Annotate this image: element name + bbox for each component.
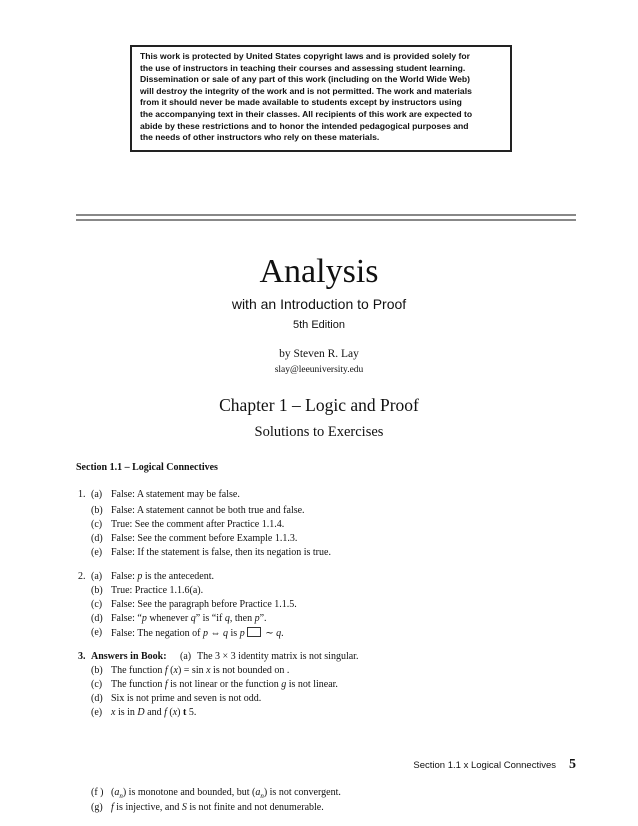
notice-line: the accompanying text in their classes. All recipients of this work are expected to (140, 108, 473, 119)
math-var: f (111, 802, 114, 813)
notice-line: will destroy the integrity of the work and is not permitted. The work and materials (140, 85, 472, 96)
item-text: Six is not prime and seven is not odd. (111, 693, 262, 704)
item-text: True: See the comment after Practice 1.1.4. (111, 519, 285, 530)
item-label: (b) (91, 665, 103, 676)
item-text (111, 665, 289, 677)
running-footer: Section 1.1 x Logical Connectives (413, 760, 556, 771)
text-run: ) is monotone and bounded, but ( (122, 787, 256, 798)
item-text: False: See the comment before Example 1.1.3. (111, 533, 298, 544)
text-run: The function (111, 679, 165, 690)
item-text (111, 571, 214, 583)
text-run: . (281, 628, 284, 639)
item-text: False: A statement may be false. (111, 489, 240, 500)
item-label: (a) (91, 489, 103, 500)
text-run: False: The negation of (111, 628, 204, 639)
author-email: slay@leeuniversity.edu (274, 365, 364, 375)
item-label: (e) (91, 627, 103, 638)
math-var: a (255, 787, 261, 798)
copyright-notice (130, 45, 512, 152)
book-author: by Steven R. Lay (279, 348, 359, 360)
text-run: ) (177, 707, 184, 718)
divider-rule (76, 219, 576, 221)
notice-line: This work is protected by United States copyright laws and is provided solely for (140, 51, 470, 61)
book-edition: 5th Edition (293, 319, 345, 331)
math-var: f (164, 679, 168, 690)
text-run: is the antecedent. (142, 571, 215, 582)
item-text: False: See the paragraph before Practice 1.1.5. (111, 599, 297, 610)
divider-rule (76, 214, 576, 216)
item-label: (d) (91, 613, 103, 624)
section-heading: Section 1.1 – Logical Connectives (76, 462, 218, 473)
item-label: (f ) (91, 787, 104, 798)
item-label: (e) (91, 547, 103, 558)
math-var: x (172, 707, 178, 718)
math-var: a (114, 787, 120, 798)
chapter-heading: Chapter 1 – Logic and Proof (219, 395, 419, 415)
text-run: is not finite and not denumerable. (186, 802, 324, 813)
item-text (111, 707, 196, 719)
text-run: is not linear or the function (167, 679, 282, 690)
math-var: p (254, 613, 260, 624)
math-var: x (173, 665, 178, 676)
item-text (111, 613, 267, 625)
item-text (111, 627, 284, 640)
item-label: (c) (91, 679, 103, 690)
text-run: is not bounded on . (210, 665, 290, 676)
text-run: is in (115, 707, 138, 718)
item-text: True: Practice 1.1.6(a). (111, 585, 204, 596)
notice-line: the use of instructors in teaching their courses and assessing student learning. (140, 62, 466, 73)
text-run: , then (229, 613, 255, 624)
item-label: (d) (91, 693, 103, 704)
math-var: g (281, 679, 287, 690)
item-label: (c) (91, 519, 103, 530)
notice-line: from it should never be made available to students except by instructors using (140, 97, 462, 108)
item-text (111, 787, 341, 802)
text-run: ( (111, 787, 115, 798)
math-var: x (206, 665, 211, 676)
math-subscript: n (119, 792, 123, 800)
text-run: whenever (146, 613, 191, 624)
item-label: (d) (91, 533, 103, 544)
missing-glyph-box-icon (247, 627, 261, 637)
math-var: p (203, 628, 209, 639)
exercise-number: 1. (78, 489, 86, 500)
text-run: ( (167, 665, 174, 676)
biconditional-symbol: ⇔ (210, 628, 221, 639)
math-var: f (164, 707, 167, 718)
math-var: D (137, 707, 145, 718)
math-var: S (181, 802, 187, 813)
text-run: ∼ (262, 628, 277, 639)
text-run: ” is “if (195, 613, 225, 624)
math-var: f (164, 665, 168, 676)
item-label: (a) (91, 571, 103, 582)
text-run: The function (111, 665, 165, 676)
math-var: q (224, 613, 230, 624)
item-label: (b) (91, 585, 103, 596)
math-var: x (111, 707, 116, 718)
text-run: False: “ (111, 613, 142, 624)
notice-line: abide by these restrictions and to honor the intended pedagogical purposes and (140, 120, 469, 131)
page-number: 5 (569, 757, 576, 772)
text-run: False: (111, 571, 138, 582)
notice-line: Dissemination or sale of any part of this work (including on the World Wide Web) (140, 74, 471, 85)
item-text (111, 679, 338, 691)
item-label: (g) (91, 802, 103, 813)
math-var: p (137, 571, 143, 582)
text-run: ) is not convergent. (263, 787, 341, 798)
text-run: is injective, and (113, 802, 182, 813)
item-text: False: A statement cannot be both true and false. (111, 505, 305, 516)
math-var: p (239, 628, 245, 639)
item-text: False: If the statement is false, then its negation is true. (111, 547, 331, 558)
chapter-subheading: Solutions to Exercises (254, 424, 384, 440)
item-label: (a) (180, 651, 192, 662)
answers-label: Answers in Book: (91, 651, 167, 662)
text-run: is (228, 628, 240, 639)
text-run: ) = sin (177, 665, 207, 676)
exercise-number: 3. (78, 651, 86, 662)
item-label: (b) (91, 505, 103, 516)
math-var: q (190, 613, 196, 624)
item-text: The 3 × 3 identity matrix is not singular. (197, 651, 359, 662)
math-subscript: n (260, 792, 264, 800)
text-run: ”. (259, 613, 267, 624)
item-label: (c) (91, 599, 103, 610)
text-run: 5. (186, 707, 197, 718)
exercise-number: 2. (78, 571, 86, 582)
book-subtitle: with an Introduction to Proof (231, 296, 407, 312)
relation-symbol: t (183, 707, 187, 718)
text-run: is not linear. (286, 679, 338, 690)
notice-line: the needs of other instructors who rely on these materials. (140, 132, 380, 143)
math-var: q (276, 628, 282, 639)
page-footer (0, 758, 638, 774)
book-title: Analysis (259, 253, 379, 290)
item-label: (e) (91, 707, 103, 718)
text-run: ( (166, 707, 173, 718)
math-var: p (141, 613, 147, 624)
math-var: q (223, 628, 229, 639)
item-text (111, 802, 324, 814)
text-run: and (144, 707, 165, 718)
